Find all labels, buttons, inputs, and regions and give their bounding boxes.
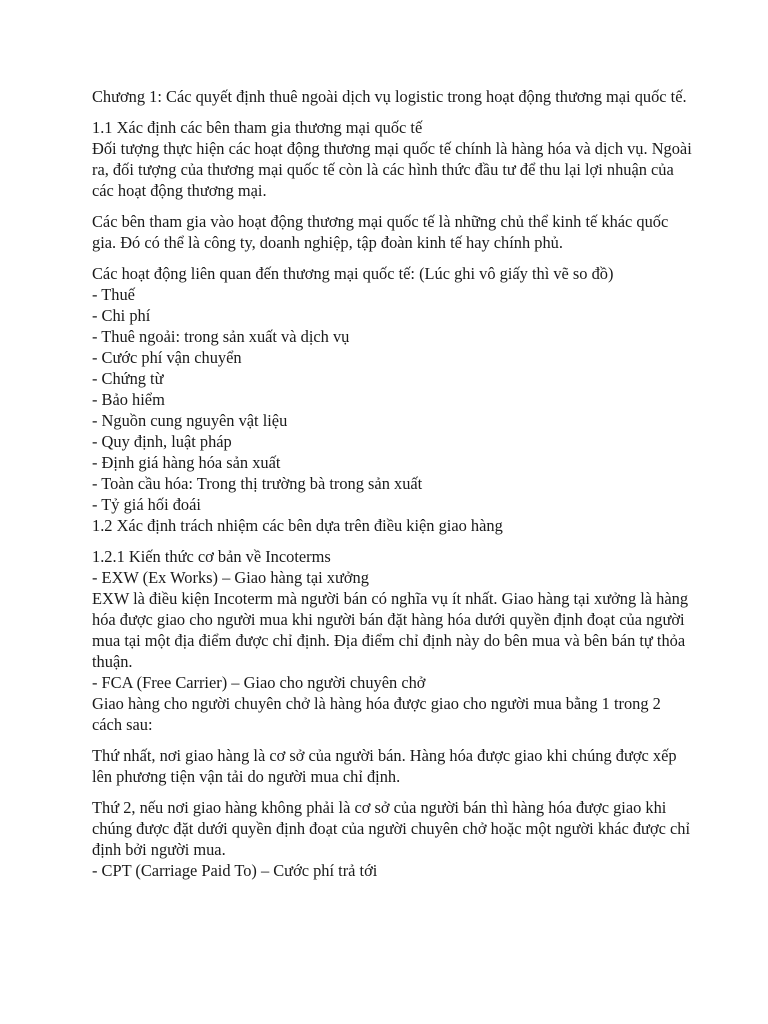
- fca-first-paragraph: Thứ nhất, nơi giao hàng là cơ sở của người bán. Hàng hóa được giao khi chúng được xếp lên phương tiện vận tải do người mua chỉ định.: [92, 746, 677, 786]
- fca-second-block: [92, 797, 692, 881]
- list-item: - Tỷ giá hối đoái: [92, 495, 201, 514]
- section-1-2-title: 1.2 Xác định trách nhiệm các bên dựa trên điều kiện giao hàng: [92, 516, 503, 535]
- fca-paragraph: Giao hàng cho người chuyên chở là hàng hóa được giao cho người mua bằng 1 trong 2 cách sau:: [92, 694, 661, 734]
- fca-title: - FCA (Free Carrier) – Giao cho người chuyên chở: [92, 673, 426, 692]
- section-1-1: [92, 117, 692, 201]
- fca-second-paragraph: Thứ 2, nếu nơi giao hàng không phải là cơ sở của người bán thì hàng hóa được giao khi chúng được đặt dưới quyền định đoạt của người chuyên chở hoặc một người khác được chỉ định bởi người mua.: [92, 798, 691, 859]
- list-item: - Nguồn cung nguyên vật liệu: [92, 411, 288, 430]
- exw-paragraph: EXW là điều kiện Incoterm mà người bán có nghĩa vụ ít nhất. Giao hàng tại xưởng là hàng hóa được giao cho người mua khi người bán đặt hàng hóa dưới quyền định đoạt của người mua tại một địa điểm được chỉ định. Địa điểm chỉ định này do bên mua và bên bán tự thỏa thuận.: [92, 589, 689, 671]
- list-item: - Định giá hàng hóa sản xuất: [92, 453, 281, 472]
- parties-paragraph: Các bên tham gia vào hoạt động thương mại quốc tế là những chủ thể kinh tế khác quốc gia. Đó có thể là công ty, doanh nghiệp, tập đoàn kinh tế hay chính phủ.: [92, 212, 669, 252]
- list-item: - Chứng từ: [92, 369, 164, 388]
- list-item: - Thuế: [92, 285, 135, 304]
- list-item: - Toàn cầu hóa: Trong thị trường bà trong sản xuất: [92, 474, 423, 493]
- list-item: - Chi phí: [92, 306, 151, 325]
- activities-list-block: [92, 263, 692, 536]
- activities-list-intro: Các hoạt động liên quan đến thương mại quốc tế: (Lúc ghi vô giấy thì vẽ so đồ): [92, 264, 614, 283]
- chapter-heading: Chương 1: Các quyết định thuê ngoài dịch vụ logistic trong hoạt động thương mại quốc tế.: [92, 87, 687, 106]
- cpt-title: - CPT (Carriage Paid To) – Cước phí trả tới: [92, 861, 378, 880]
- list-item: - Thuê ngoải: trong sản xuất và dịch vụ: [92, 327, 350, 346]
- list-item: - Cước phí vận chuyển: [92, 348, 242, 367]
- section-1-2-1-title: 1.2.1 Kiến thức cơ bản về Incoterms: [92, 547, 331, 566]
- exw-title: - EXW (Ex Works) – Giao hàng tại xưởng: [92, 568, 369, 587]
- document-body: [92, 86, 692, 881]
- incoterms-block: [92, 546, 692, 735]
- section-1-1-paragraph: Đối tượng thực hiện các hoạt động thương mại quốc tế chính là hàng hóa và dịch vụ. Ngoài ra, đối tượng của thương mại quốc tế còn là các hình thức đầu tư để thu lại lợi nhuận của các hoạt động thương mại.: [92, 139, 692, 200]
- section-1-1-title: 1.1 Xác định các bên tham gia thương mại quốc tế: [92, 118, 423, 137]
- list-item: - Quy định, luật pháp: [92, 432, 232, 451]
- list-item: - Bảo hiểm: [92, 390, 165, 409]
